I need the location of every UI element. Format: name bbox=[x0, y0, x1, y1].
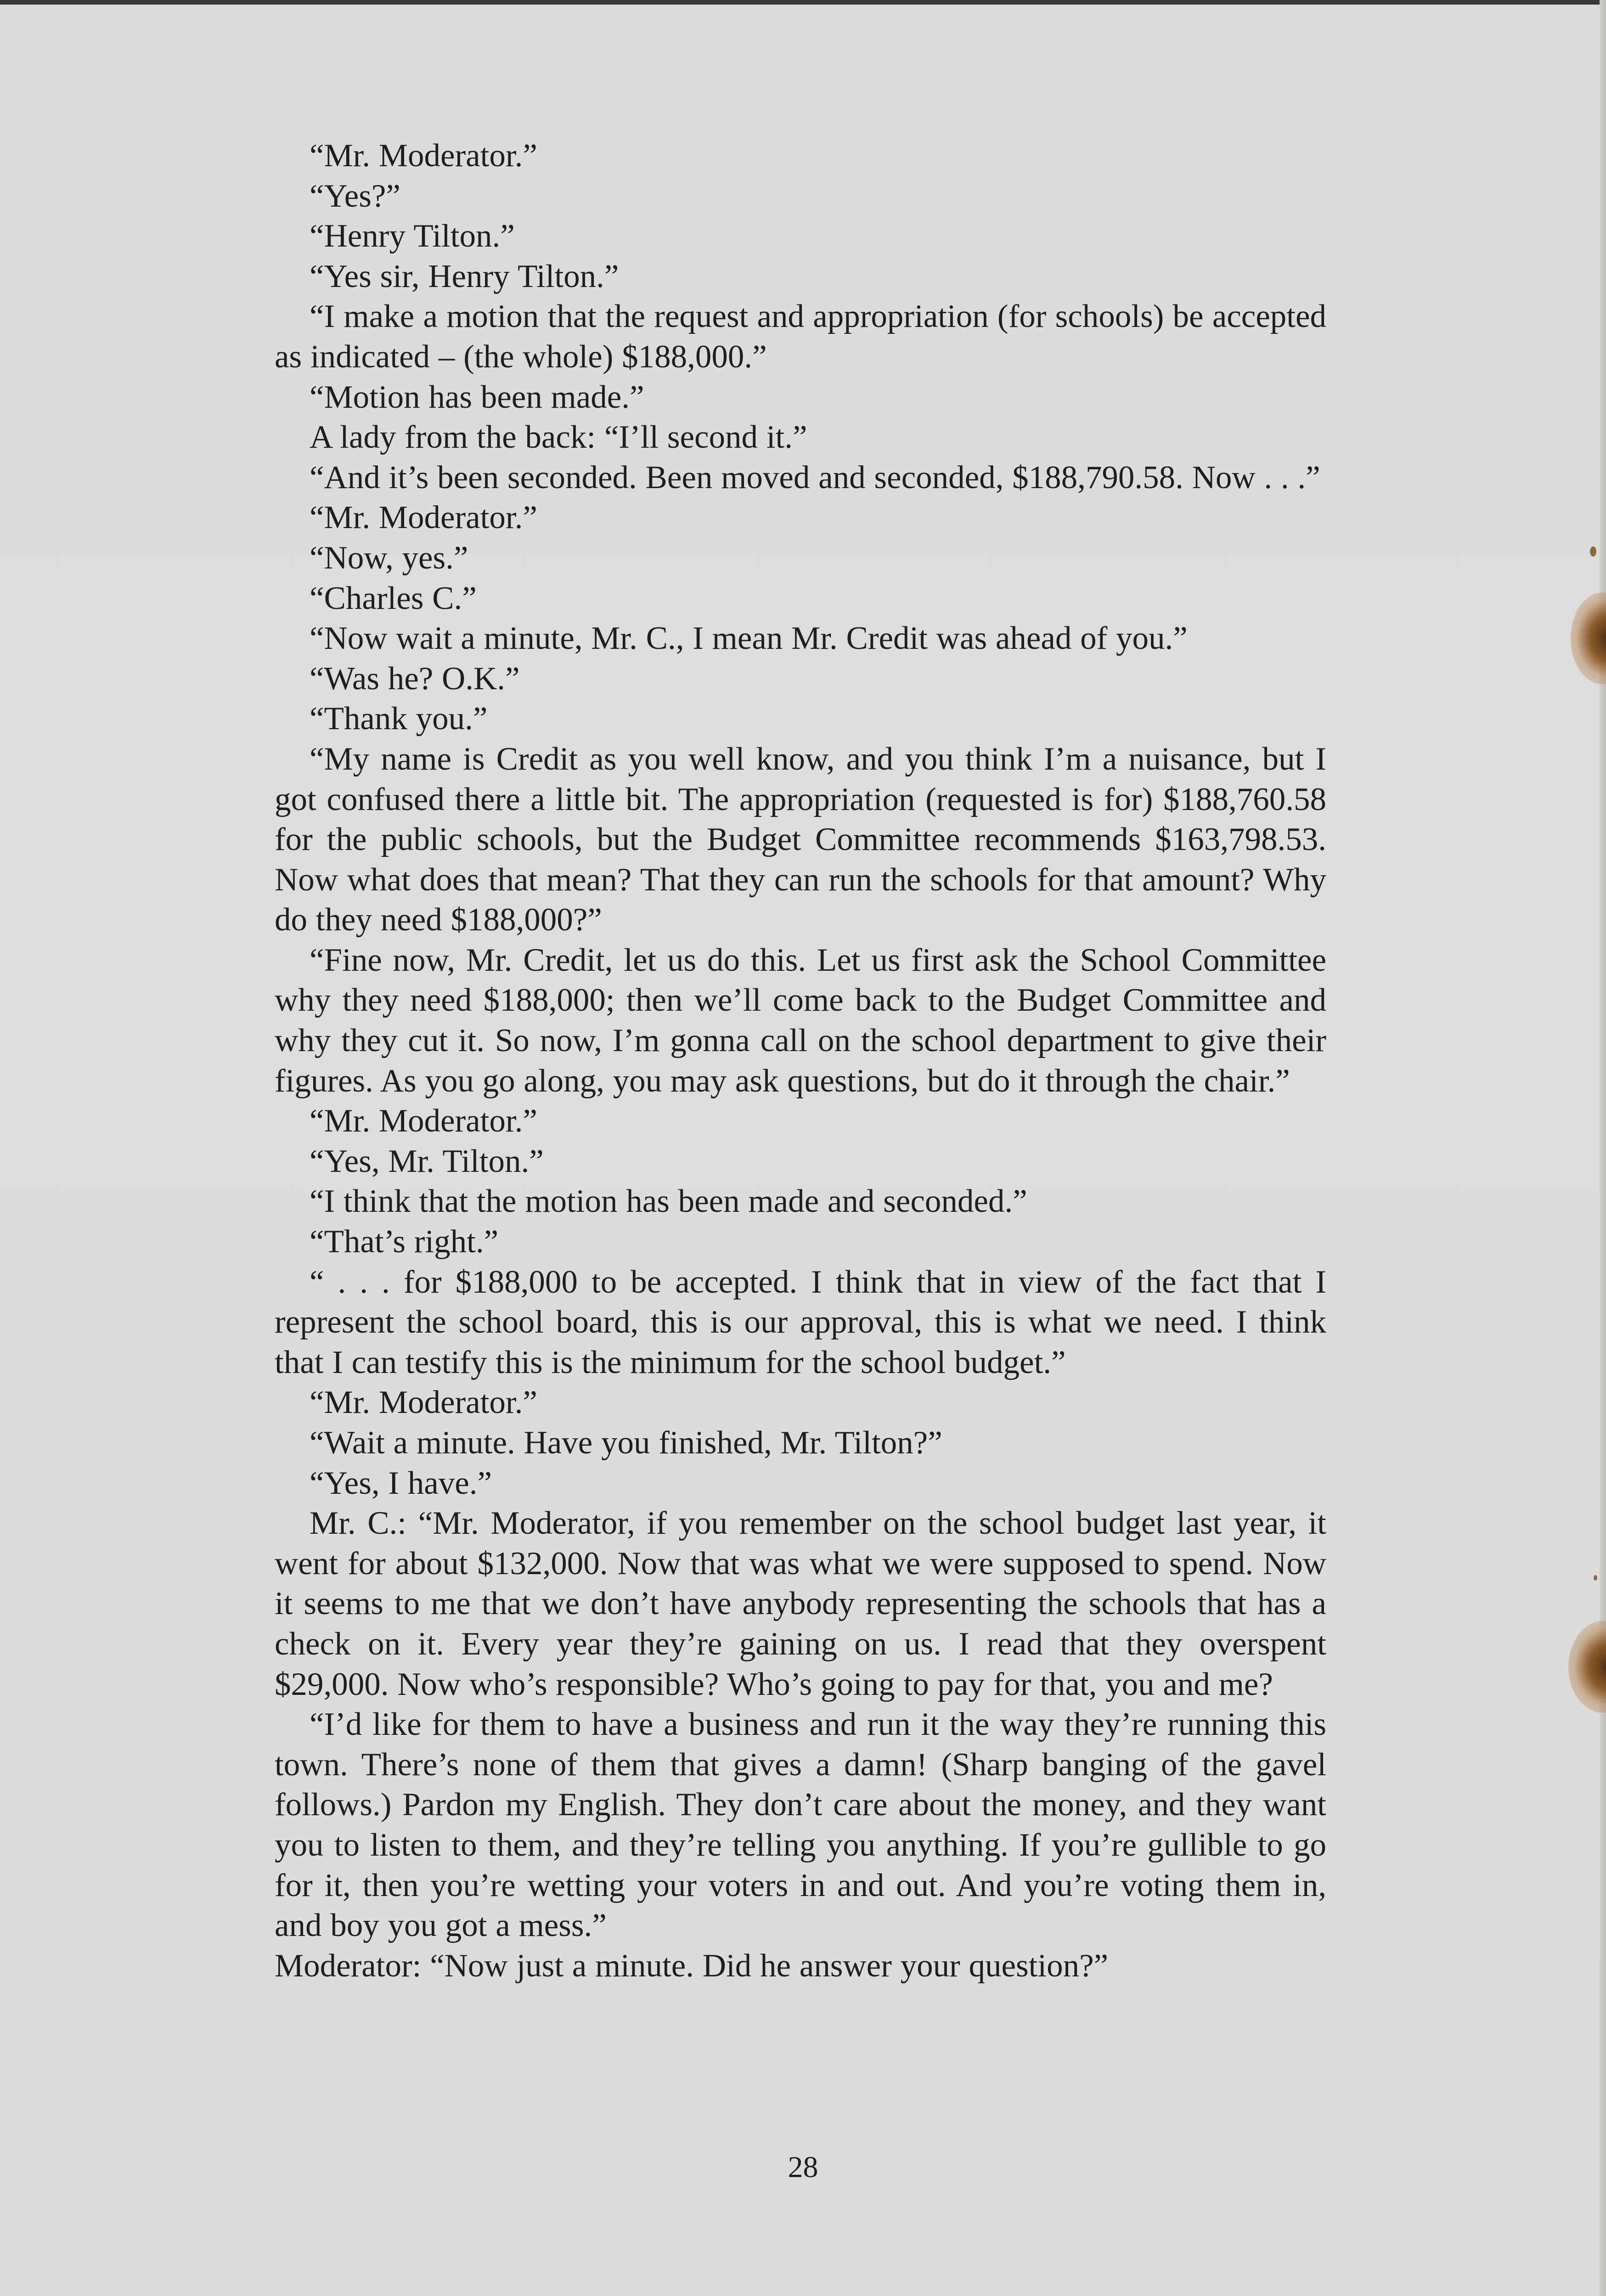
paragraph: “Was he? O.K.” bbox=[310, 660, 520, 697]
paper-speck bbox=[1594, 1575, 1597, 1581]
paper-stain bbox=[1571, 592, 1606, 684]
paper-stain bbox=[1568, 1621, 1606, 1713]
paragraph: “Mr. Moderator.” bbox=[310, 500, 537, 536]
paragraph: “Mr. Moderator.” bbox=[310, 138, 537, 174]
paragraph: “Henry Tilton.” bbox=[310, 218, 515, 254]
paragraph: “My name is Credit as you well know, and you think I’m a nuisance, but I got confused there a little bit. The appropriation (requested is for) $188,760.58 for the public schools, but the Budget Committee recommends $163,798.53. Now what does that mean? That they can run the schools for that amount? Why do they need $188,000?” bbox=[275, 741, 1326, 938]
paragraph: “Charles C.” bbox=[310, 580, 477, 616]
page-top-edge bbox=[0, 0, 1606, 5]
paragraph: “Now wait a minute, Mr. C., I mean Mr. Credit was ahead of you.” bbox=[310, 620, 1188, 657]
paragraph: A lady from the back: “I’ll second it.” bbox=[310, 419, 807, 456]
paragraph: “I think that the motion has been made and seconded.” bbox=[310, 1183, 1027, 1220]
paragraph: “Fine now, Mr. Credit, let us do this. Let us first ask the School Committee why they need $188,000; then we’ll come back to the Budget Committee and why they cut it. So now, I’m gonna call on the school department to give their figures. As you go along, you may ask questions, but do it through the chair.” bbox=[275, 942, 1326, 1099]
paragraph: “Thank you.” bbox=[310, 701, 488, 737]
paragraph: “Now, yes.” bbox=[310, 540, 468, 576]
body-text bbox=[275, 136, 1326, 1986]
paper-speck bbox=[1590, 546, 1596, 557]
paragraph: “Yes, Mr. Tilton.” bbox=[310, 1143, 544, 1179]
paragraph: “I make a motion that the request and appropriation (for schools) be accepted as indicated – (the whole) $188,000.” bbox=[275, 298, 1326, 375]
paragraph: “Wait a minute. Have you finished, Mr. Tilton?” bbox=[310, 1425, 942, 1461]
paragraph: “Yes sir, Henry Tilton.” bbox=[310, 258, 619, 294]
paragraph: “Mr. Moderator.” bbox=[310, 1384, 537, 1421]
paragraph: “ . . . for $188,000 to be accepted. I think that in view of the fact that I represent the school board, this is our approval, this is what we need. I think that I can testify this is the minimum for the school budget.” bbox=[275, 1264, 1326, 1380]
paragraph: Moderator: “Now just a minute. Did he answer your question?” bbox=[275, 1947, 1109, 1984]
paragraph: “Mr. Moderator.” bbox=[310, 1103, 537, 1139]
paragraph: “Yes?” bbox=[310, 178, 400, 214]
paragraph: “I’d like for them to have a business and run it the way they’re running this town. There’s none of them that gives a damn! (Sharp banging of the gavel follows.) Pardon my English. They don’t care about the money, and they want you to listen to them, and they’re telling you anything. If you’re gullible to go for it, then you’re wetting your voters in and out. And you’re voting them in, and boy you got a mess.” bbox=[275, 1706, 1326, 1944]
paragraph: “Motion has been made.” bbox=[310, 379, 644, 415]
paragraph: “And it’s been seconded. Been moved and seconded, $188,790.58. Now . . .” bbox=[310, 459, 1320, 495]
paragraph: Mr. C.: “Mr. Moderator, if you remember on the school budget last year, it went for about $132,000. Now that was what we were supposed to spend. Now it seems to me that we don’t have anybody representing the schools that has a check on it. Every year they’re gaining on us. I read that they overspent $29,000. Now who’s responsible? Who’s going to pay for that, you and me? bbox=[275, 1505, 1326, 1702]
page-number: 28 bbox=[788, 2150, 818, 2184]
page-right-edge bbox=[1600, 0, 1606, 2296]
paragraph: “Yes, I have.” bbox=[310, 1465, 492, 1501]
paragraph: “That’s right.” bbox=[310, 1224, 499, 1260]
